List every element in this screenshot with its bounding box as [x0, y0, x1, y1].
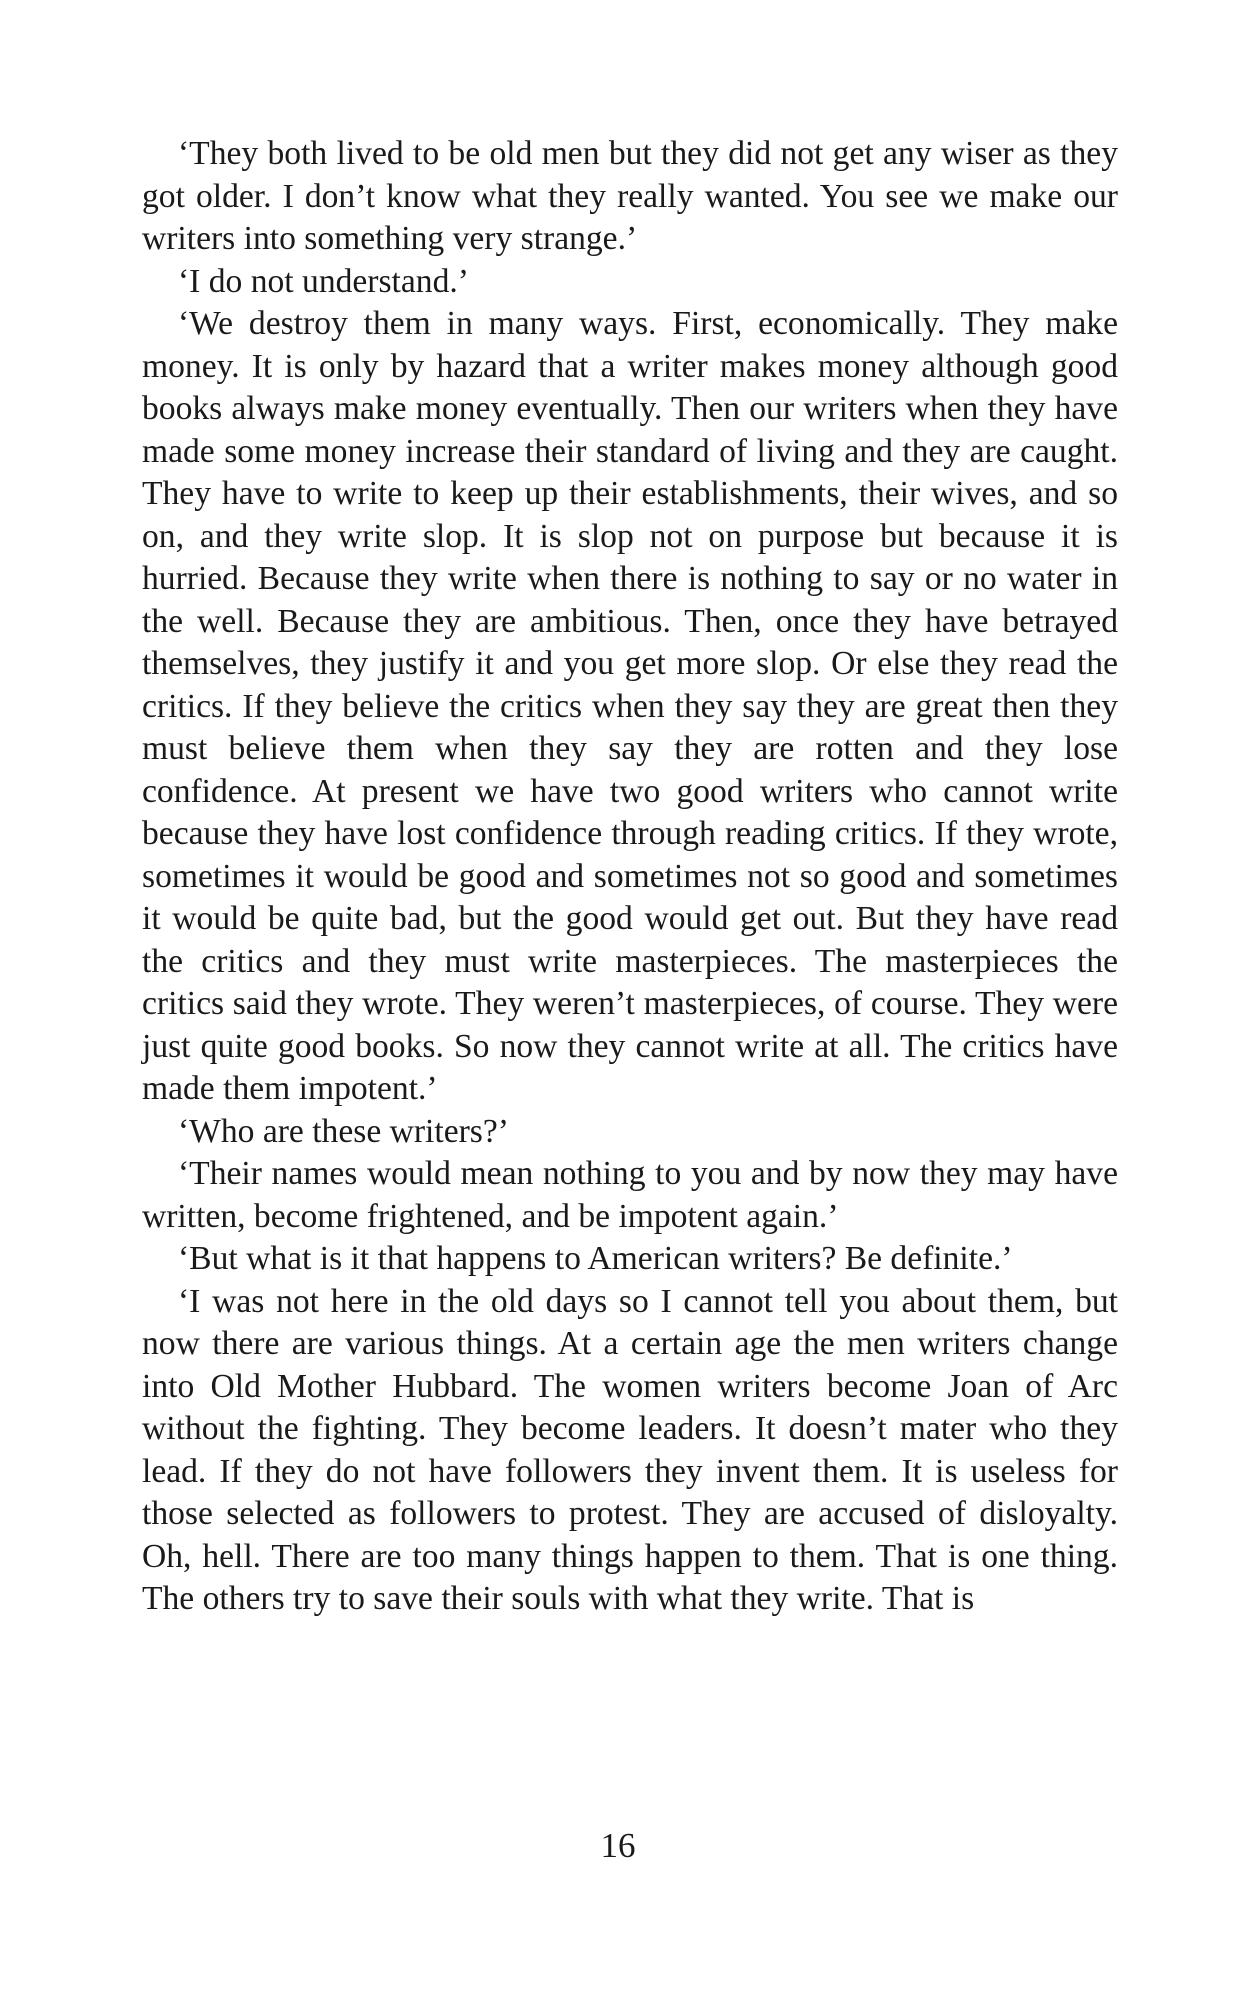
paragraph-3: ‘We destroy them in many ways. First, economically. They make money. It is only by hazard that a writer makes money although good books always make money eventually. Then our writers when they have made some money increase their standard of living and they are caught. They have to write to keep up their establishments, their wives, and so on, and they write slop. It is slop not on purpose but because it is hurried. Because they write when there is nothing to say or no water in the well. Because they are ambitious. Then, once they have betrayed themselves, they justify it and you get more slop. Or else they read the critics. If they believe the critics when they say they are great then they must believe them when they say they are rotten and they lose confidence. At present we have two good writers who cannot write because they have lost confidence through reading critics. If they wrote, sometimes it would be good and sometimes not so good and sometimes it would be quite bad, but the good would get out. But they have read the critics and they must write masterpieces. The masterpieces the critics said they wrote. They weren’t masterpieces, of course. They were just quite good books. So now they cannot write at all. The critics have made them impotent.’ [142, 305, 1118, 1107]
paragraph-2: ‘I do not understand.’ [178, 262, 469, 300]
paragraph-1: ‘They both lived to be old men but they did not get any wiser as they got older. I don’t know what they really wanted. You see we make our writers into something very strange.’ [142, 135, 1118, 257]
paragraph-6: ‘But what is it that happens to American writers? Be definite.’ [178, 1240, 1013, 1277]
paragraph-5: ‘Their names would mean nothing to you and by now they may have written, become frightened, and be impotent again.’ [142, 1155, 1118, 1235]
body-text [142, 133, 1118, 1621]
paragraph-4: ‘Who are these writers?’ [178, 1112, 509, 1150]
page-number: 16 [600, 1826, 636, 1865]
paragraph-7: ‘I was not here in the old days so I cannot tell you about them, but now there are various things. At a certain age the men writers change into Old Mother Hubbard. The women writers become Joan of Arc without the fighting. They become leaders. It doesn’t mater who they lead. If they do not have followers they invent them. It is useless for those selected as followers to protest. They are accused of disloyalty. Oh, hell. There are too many things happen to them. That is one thing. The others try to save their souls with what they write. That is [142, 1282, 1118, 1617]
